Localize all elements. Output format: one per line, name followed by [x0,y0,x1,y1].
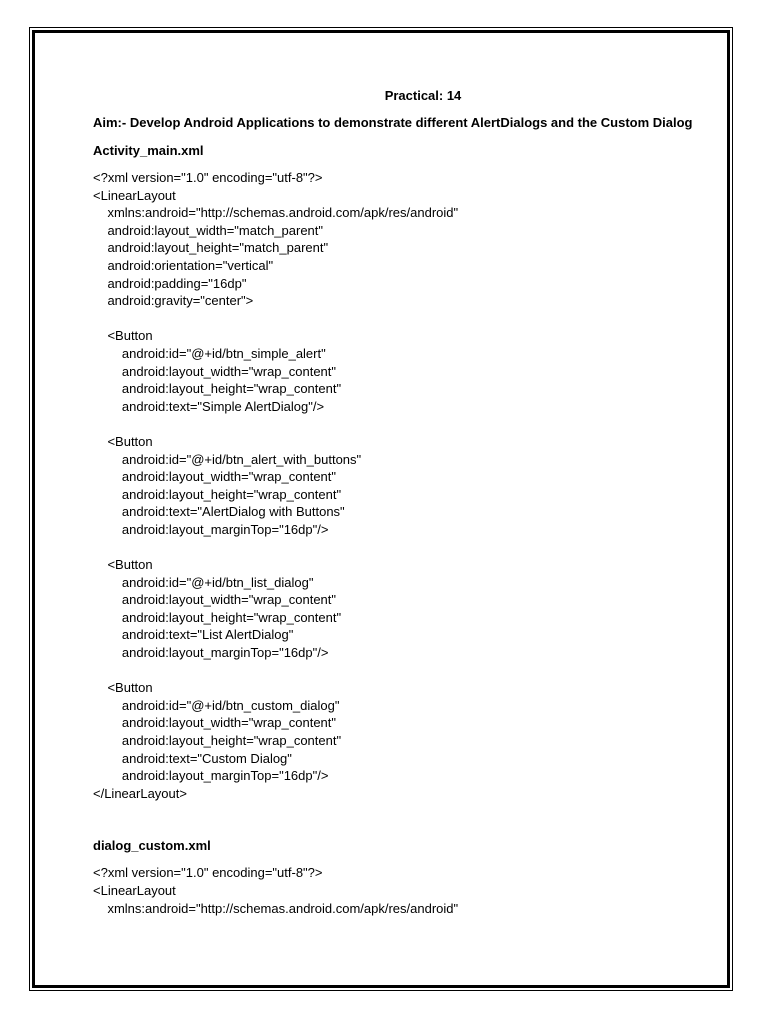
code-line: android:layout_width="wrap_content" [93,592,337,608]
code-line: <?xml version="1.0" encoding="utf-8"?> [93,170,323,185]
code-line: android:padding="16dp" [93,275,247,291]
code-line: android:id="@+id/btn_custom_dialog" [93,697,340,713]
aim-statement: Aim:- Develop Android Applications to demonstrate different AlertDialogs and the Custom Dialog [93,115,693,130]
code-line: android:text="Custom Dialog" [93,750,292,766]
code-line: android:layout_marginTop="16dp"/> [93,768,329,784]
document-body [93,86,713,917]
code-line: android:layout_height="wrap_content" [93,733,342,748]
code-line: android:id="@+id/btn_list_dialog" [93,574,314,590]
code-line [93,310,713,328]
code-line: android:id="@+id/btn_simple_alert" [93,345,326,361]
code-line: xmlns:android="http://schemas.android.com/apk/res/android" [93,900,459,916]
section-heading-dialog-custom: dialog_custom.xml [93,838,211,854]
code-line: </LinearLayout> [93,785,187,801]
code-line: android:layout_width="match_parent" [93,222,324,238]
code-line: android:layout_height="wrap_content" [93,486,342,502]
code-line [93,415,713,433]
code-line: <?xml version="1.0" encoding="utf-8"?> [93,865,323,881]
code-line: android:orientation="vertical" [93,257,274,273]
code-line: android:layout_height="wrap_content" [93,381,342,397]
code-line: <Button [93,557,153,573]
code-line: <LinearLayout [93,882,176,898]
code-line: <Button [93,433,153,449]
section-heading-activity-main: Activity_main.xml [93,143,204,158]
code-line [93,538,713,556]
code-line: <Button [93,680,153,696]
code-line: android:layout_width="wrap_content" [93,715,337,731]
code-line: android:layout_marginTop="16dp"/> [93,645,329,661]
code-line: android:layout_marginTop="16dp"/> [93,521,329,537]
code-line: android:text="List AlertDialog" [93,627,294,643]
code-line: android:layout_height="match_parent" [93,240,329,256]
code-line: android:text="AlertDialog with Buttons" [93,504,345,520]
code-block-dialog-custom [93,864,713,917]
page-title: Practical: 14 [384,88,462,103]
code-line: xmlns:android="http://schemas.android.com/apk/res/android" [93,205,459,221]
code-block-activity-main [93,169,713,802]
code-line: <Button [93,328,153,344]
code-line: android:layout_width="wrap_content" [93,469,337,485]
code-line: <LinearLayout [93,187,176,203]
code-line: android:layout_height="wrap_content" [93,609,342,625]
code-line: android:text="Simple AlertDialog"/> [93,398,325,414]
code-line: android:layout_width="wrap_content" [93,363,337,379]
code-line [93,662,713,680]
code-line: android:id="@+id/btn_alert_with_buttons" [93,451,362,467]
code-line: android:gravity="center"> [93,293,254,309]
